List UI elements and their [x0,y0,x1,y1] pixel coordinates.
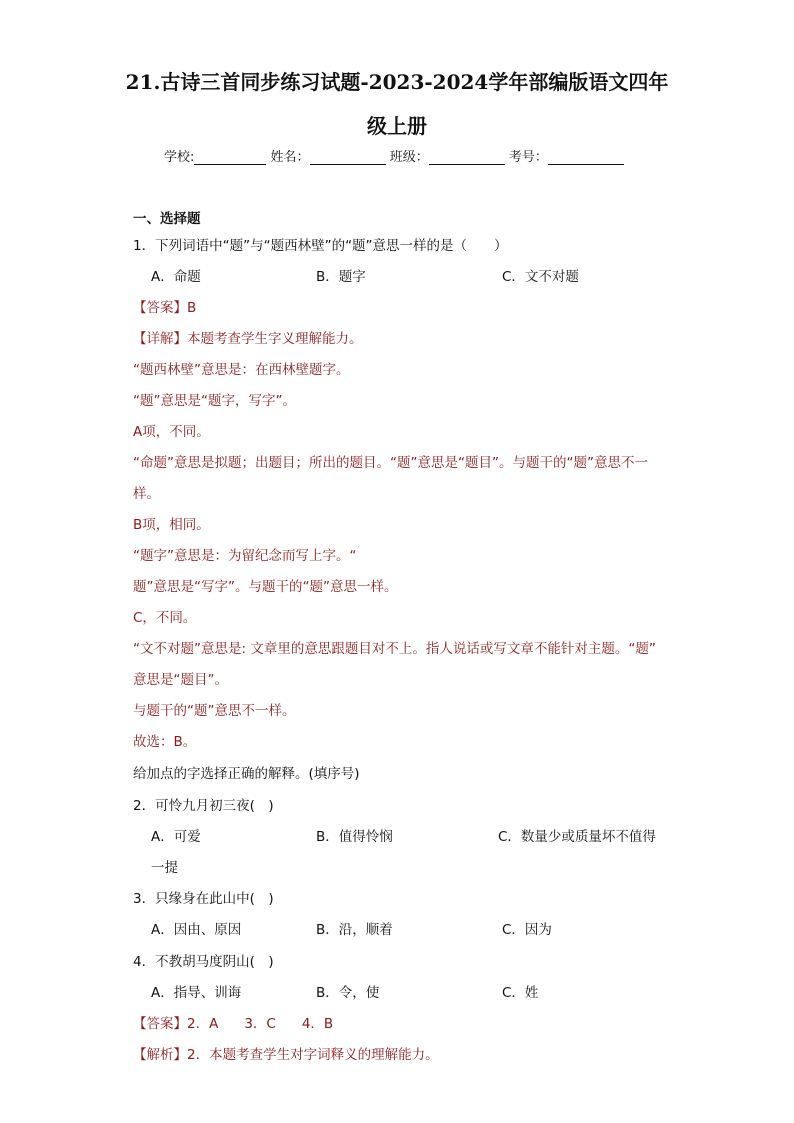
question-3-option-c: C．因为 [502,922,552,938]
question-4-option-c: C．姓 [502,985,539,1001]
detail-text: 本题考查学生字义理解能力。 [187,331,363,347]
detail-line: “题字”意思是：为留纪念而写上字。“ [133,548,357,564]
class-blank[interactable] [429,150,505,165]
answer-value: B [187,300,197,316]
detail-line: “文不对题”意思是: 文章里的意思跟题目对不上。指人说话或写文章不能针对主题。“题” [133,641,656,657]
answer-tag: 【答案】 [133,1016,187,1032]
answer-4: 4．B [301,1016,334,1032]
class-label: 班级： [389,150,429,165]
answer-2-4 [133,1012,333,1032]
question-1-option-a: A．命题 [151,269,201,285]
question-3-option-b: B．沿，顺着 [316,922,393,938]
answer-tag: 【答案】 [133,300,187,316]
name-label: 姓名： [270,150,310,165]
detail-line: B项，相同。 [133,517,210,533]
question-2-option-c: C．数量少或质量坏不值得 [498,829,656,845]
detail-line: “题”意思是“题字，写字”。 [133,393,296,409]
detail-line: “题西林壁”意思是：在西林壁题字。 [133,362,350,378]
detail-line: 意思是“题目”。 [133,672,228,688]
analysis-tag: 【解析】 [133,1047,187,1063]
question-2-option-b: B．值得怜悯 [316,829,393,845]
question-4-option-b: B．令，使 [316,985,380,1001]
document-title-line1: 21.古诗三首同步练习试题-2023-2024学年部编版语文四年 [125,70,669,94]
question-3-option-a: A．因由、原因 [151,922,242,938]
detail-line: 样。 [133,486,160,502]
school-label: 学校: [164,150,195,165]
document-title-line2: 级上册 [367,114,427,138]
answer-3: 3．C [244,1016,276,1032]
detail-line: A项，不同。 [133,424,210,440]
section-heading: 一、选择题 [133,211,201,227]
detail-line: C，不同。 [133,610,197,626]
number-blank[interactable] [548,150,624,165]
answer-1 [133,296,196,316]
detail-1 [133,327,363,347]
school-blank[interactable] [194,150,266,165]
detail-line: 与题干的“题”意思不一样。 [133,703,296,719]
answer-2: 2．A [187,1016,219,1032]
question-2-stem: 2．可怜九月初三夜( ) [133,798,274,814]
question-1-stem: 1．下列词语中“题”与“题西林壁”的“题”意思一样的是（ ） [133,238,508,254]
question-2-option-a: A．可爱 [151,829,201,845]
question-4-option-a: A．指导、训诲 [151,985,242,1001]
name-blank[interactable] [310,150,386,165]
question-1-option-c: C．文不对题 [502,269,579,285]
question-4-stem: 4．不教胡马度阴山( ) [133,954,274,970]
detail-line: 题”意思是“写字”。与题干的“题”意思一样。 [133,579,398,595]
question-1-option-b: B．题字 [316,269,366,285]
question-2-option-c-wrap: 一提 [151,860,178,876]
analysis-text: 2．本题考查学生对字词释义的理解能力。 [187,1047,439,1063]
instruction-text: 给加点的字选择正确的解释。(填序号) [133,766,360,782]
question-3-stem: 3．只缘身在此山中( ) [133,891,274,907]
number-label: 考号： [508,150,548,165]
detail-tag: 【详解】 [133,331,187,347]
analysis-2 [133,1043,439,1063]
student-info-row [164,146,624,165]
detail-line: 故选：B。 [133,734,197,750]
detail-line: “命题”意思是拟题；出题目；所出的题目。“题”意思是“题目”。与题干的“题”意思不一 [133,455,648,471]
